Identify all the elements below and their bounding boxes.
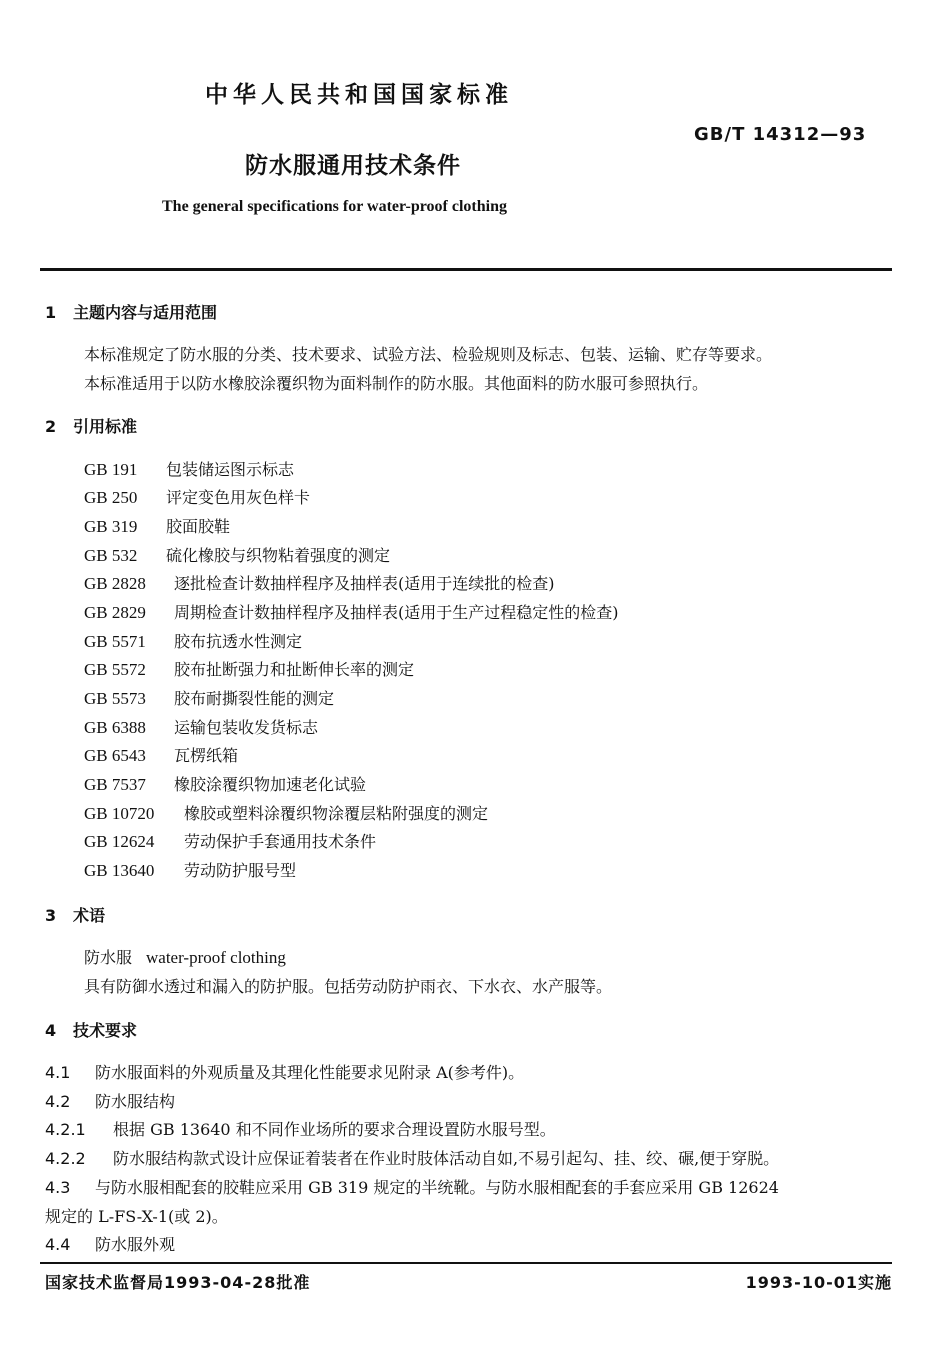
term-en: water-proof clothing	[146, 948, 286, 967]
clause-text: 防水服结构	[95, 1092, 176, 1111]
ref-row	[84, 686, 334, 709]
ref-row	[84, 457, 294, 480]
section3-title: 术语	[73, 906, 106, 925]
ref-title: 胶布抗透水性测定	[174, 632, 303, 651]
ref-row	[84, 543, 390, 566]
section1-para-2: 本标准适用于以防水橡胶涂覆织物为面料制作的防水服。其他面料的防水服可参照执行。	[84, 374, 709, 393]
section3-num: 3	[45, 906, 57, 925]
clause-4-3	[45, 1175, 779, 1198]
ref-code: GB 6388	[84, 718, 146, 737]
clause-text: 防水服外观	[95, 1235, 176, 1254]
ref-code: GB 250	[84, 488, 138, 507]
ref-title: 评定变色用灰色样卡	[166, 488, 311, 507]
ref-row	[84, 772, 366, 795]
ref-code: GB 319	[84, 517, 138, 536]
ref-row	[84, 657, 414, 680]
section1-title: 主题内容与适用范围	[73, 303, 218, 322]
ref-title: 胶布扯断强力和扯断伸长率的测定	[174, 660, 415, 679]
clause-4-2-2	[45, 1146, 779, 1169]
header-org: 中华人民共和国国家标准	[205, 82, 513, 108]
ref-code: GB 5571	[84, 632, 146, 651]
clause-number: 4.2	[45, 1092, 71, 1111]
clause-text: 防水服面料的外观质量及其理化性能要求见附录 A(参考件)。	[95, 1063, 525, 1082]
ref-code: GB 2828	[84, 574, 146, 593]
term-definition: 具有防御水透过和漏入的防护服。包括劳动防护雨衣、下水衣、水产服等。	[84, 977, 613, 996]
ref-title: 劳动防护服号型	[184, 861, 297, 880]
ref-row	[84, 829, 376, 852]
section4-heading	[45, 1018, 137, 1041]
ref-code: GB 2829	[84, 603, 146, 622]
clause-number: 4.4	[45, 1235, 71, 1254]
ref-row	[84, 629, 302, 652]
ref-code: GB 5573	[84, 689, 146, 708]
clause-4-3-continuation: 规定的 L-FS-X-1(或 2)。	[45, 1207, 228, 1226]
clause-number: 4.2.1	[45, 1120, 86, 1139]
clause-number: 4.2.2	[45, 1149, 86, 1168]
ref-code: GB 12624	[84, 832, 155, 851]
section4-title: 技术要求	[73, 1021, 138, 1040]
ref-title: 运输包装收发货标志	[174, 718, 319, 737]
section4-num: 4	[45, 1021, 57, 1040]
clause-number: 4.3	[45, 1178, 71, 1197]
ref-title: 胶布耐撕裂性能的测定	[174, 689, 335, 708]
ref-row	[84, 801, 488, 824]
term-line	[84, 945, 286, 968]
ref-code: GB 13640	[84, 861, 155, 880]
clause-4-4	[45, 1232, 175, 1255]
ref-code: GB 7537	[84, 775, 146, 794]
ref-row	[84, 600, 619, 623]
section1-num: 1	[45, 303, 57, 322]
section2-title: 引用标准	[73, 417, 138, 436]
effective-date: 1993-10-01实施	[745, 1273, 892, 1292]
ref-code: GB 6543	[84, 746, 146, 765]
approval-note: 国家技术监督局1993-04-28批准	[45, 1273, 311, 1292]
ref-row	[84, 514, 230, 537]
ref-row	[84, 858, 296, 881]
ref-title: 橡胶或塑料涂覆织物涂覆层粘附强度的测定	[184, 804, 489, 823]
clause-text: 与防水服相配套的胶鞋应采用 GB 319 规定的半统靴。与防水服相配套的手套应采用 GB 12624	[95, 1178, 779, 1197]
ref-code: GB 5572	[84, 660, 146, 679]
section2-num: 2	[45, 417, 57, 436]
ref-title: 橡胶涂覆织物加速老化试验	[174, 775, 367, 794]
clause-text: 根据 GB 13640 和不同作业场所的要求合理设置防水服号型。	[113, 1120, 556, 1139]
ref-title: 逐批检查计数抽样程序及抽样表(适用于连续批的检查)	[174, 574, 555, 593]
section2-heading	[45, 414, 137, 437]
ref-code: GB 532	[84, 546, 138, 565]
title-cn: 防水服通用技术条件	[245, 153, 461, 179]
clause-4-1	[45, 1060, 524, 1083]
clause-4-2	[45, 1089, 175, 1112]
ref-title: 劳动保护手套通用技术条件	[184, 832, 377, 851]
header-rule	[40, 268, 892, 271]
section1-para-1: 本标准规定了防水服的分类、技术要求、试验方法、检验规则及标志、包装、运输、贮存等要求。	[84, 345, 773, 364]
clause-text: 防水服结构款式设计应保证着装者在作业时肢体活动自如,不易引起勾、挂、绞、碾,便于穿脱。	[113, 1149, 780, 1168]
ref-row	[84, 571, 555, 594]
ref-row	[84, 743, 238, 766]
standard-number: GB/T 14312—93	[694, 124, 867, 145]
ref-code: GB 10720	[84, 804, 155, 823]
ref-title: 包装储运图示标志	[166, 460, 295, 479]
ref-code: GB 191	[84, 460, 138, 479]
section3-heading	[45, 903, 105, 926]
footer-rule	[40, 1262, 892, 1264]
term-cn: 防水服	[84, 948, 133, 967]
ref-title: 胶面胶鞋	[166, 517, 231, 536]
ref-row	[84, 485, 310, 508]
section1-heading	[45, 300, 217, 323]
clause-4-2-1	[45, 1117, 556, 1140]
ref-title: 周期检查计数抽样程序及抽样表(适用于生产过程稳定性的检查)	[174, 603, 619, 622]
ref-title: 硫化橡胶与织物粘着强度的测定	[166, 546, 391, 565]
title-en: The general specifications for water-proof clothing	[162, 198, 507, 215]
ref-title: 瓦楞纸箱	[174, 746, 239, 765]
clause-number: 4.1	[45, 1063, 71, 1082]
ref-row	[84, 715, 318, 738]
